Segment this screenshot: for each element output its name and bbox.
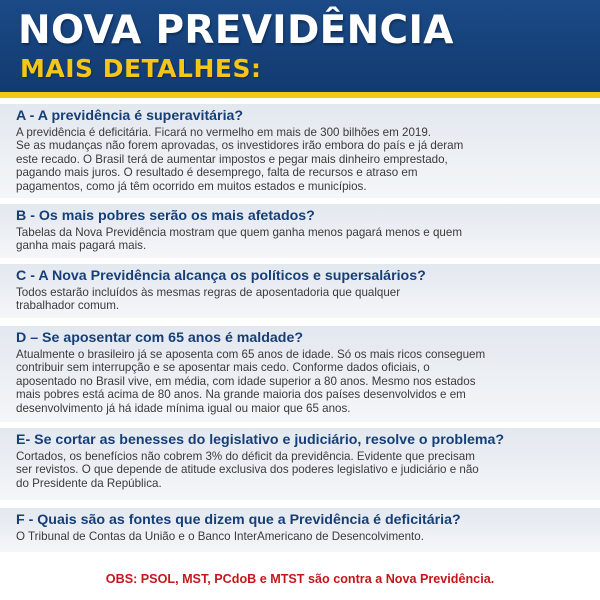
faq-question-f: F - Quais são as fontes que dizem que a Previdência é deficitária? xyxy=(16,512,461,528)
answer-line: aposentado no Brasil vive, em média, com idade superior a 80 anos. Mesmo nos estados xyxy=(16,374,476,388)
faq-section-c xyxy=(0,264,600,318)
answer-line: contribuir sem interrupção e se aposentar mais cedo. Conforme dados oficiais, o xyxy=(16,361,430,375)
faq-question-c: C - A Nova Previdência alcança os políticos e supersalários? xyxy=(16,268,426,284)
answer-line: mais pobres está acima de 80 anos. Na grande maioria dos países desenvolvidos e em xyxy=(16,388,466,402)
page-subtitle: MAIS DETALHES: xyxy=(20,54,262,83)
answer-line: Se as mudanças não forem aprovadas, os investidores irão embora do país e já deram xyxy=(16,139,464,153)
faq-content xyxy=(0,98,600,600)
faq-answer-b xyxy=(16,226,586,253)
answer-line: pagando mais juros. O resultado é desemprego, falta de recursos e atraso em xyxy=(16,166,418,180)
obs-note: OBS: PSOL, MST, PCdoB e MTST são contra a Nova Previdência. xyxy=(105,572,495,586)
answer-line: A previdência é deficitária. Ficará no vermelho em mais de 300 bilhões em 2019. xyxy=(16,126,432,139)
answer-line: Todos estarão incluídos às mesmas regras de aposentadoria que qualquer xyxy=(16,286,401,299)
faq-question-e: E- Se cortar as benesses do legislativo e judiciário, resolve o problema? xyxy=(16,432,505,448)
answer-line: desenvolvimento já há idade mínima igual ou maior que 65 anos. xyxy=(16,401,351,415)
faq-question-a: A - A previdência é superavitária? xyxy=(16,108,244,124)
faq-section-d xyxy=(0,326,600,422)
answer-line: ser revistos. O que depende de atitude exclusiva dos poderes legislativo e judiciário e não xyxy=(16,463,479,477)
faq-section-a xyxy=(0,104,600,198)
answer-line: trabalhador comum. xyxy=(16,299,120,313)
faq-section-b xyxy=(0,204,600,258)
faq-answer-c xyxy=(16,286,586,313)
answer-line: pagamentos, como já têm ocorrido em muitos estados e municípios. xyxy=(16,179,367,193)
answer-line: Atualmente o brasileiro já se aposenta com 65 anos de idade. Só os mais ricos conseguem xyxy=(16,348,486,361)
answer-line: O Tribunal de Contas da União e o Banco InterAmericano de Desencolvimento. xyxy=(16,530,424,543)
page-title: NOVA PREVIDÊNCIA xyxy=(18,8,454,53)
faq-section-e xyxy=(0,428,600,500)
faq-question-b: B - Os mais pobres serão os mais afetados? xyxy=(16,208,315,224)
answer-line: Tabelas da Nova Previdência mostram que quem ganha menos pagará menos e quem xyxy=(16,226,462,239)
header-banner xyxy=(0,0,600,92)
faq-question-d: D – Se aposentar com 65 anos é maldade? xyxy=(16,330,304,346)
faq-answer-f xyxy=(16,530,586,543)
answer-line: este recado. O Brasil terá de aumentar impostos e pegar mais dinheiro emprestado, xyxy=(16,152,448,166)
answer-line: Cortados, os benefícios não cobrem 3% do déficit da previdência. Evidente que precisam xyxy=(16,450,475,463)
answer-line: do Presidente da República. xyxy=(16,476,162,490)
faq-section-f xyxy=(0,508,600,552)
faq-answer-a xyxy=(16,126,586,193)
faq-answer-e xyxy=(16,450,586,490)
faq-answer-d xyxy=(16,348,586,415)
answer-line: ganha mais pagará mais. xyxy=(16,239,147,253)
